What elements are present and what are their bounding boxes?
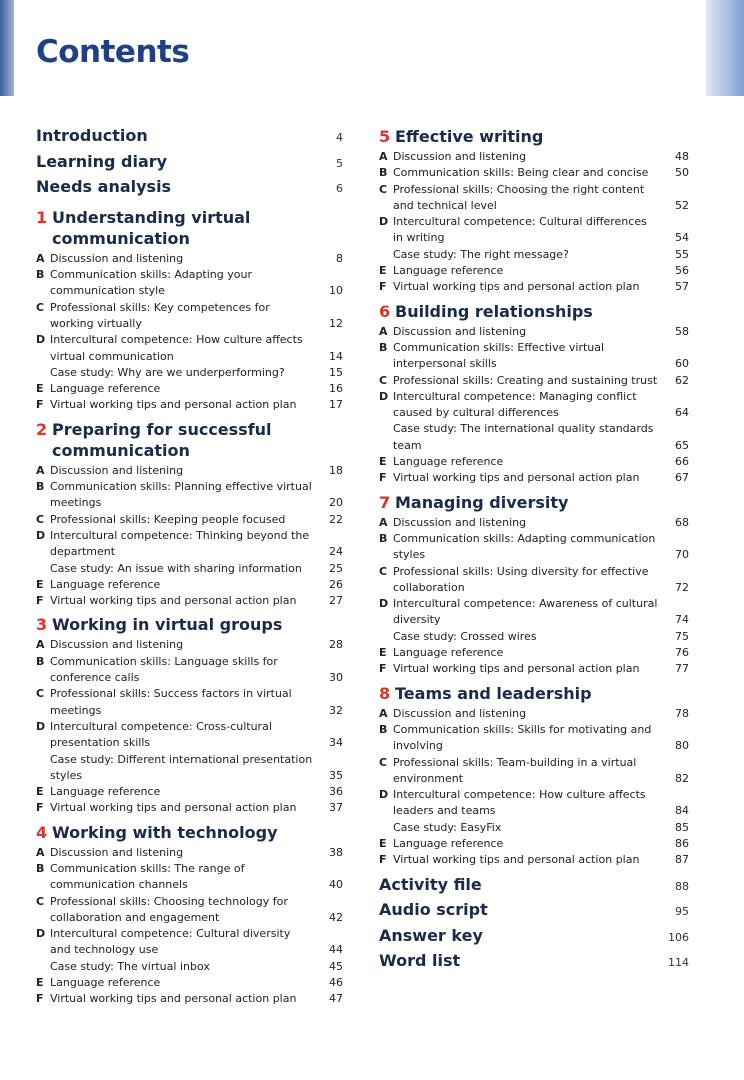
page-number: 30: [329, 671, 343, 685]
unit-section: [36, 419, 343, 610]
page-number: 76: [675, 646, 689, 660]
unit-section: [36, 207, 343, 414]
lesson-title: Intercultural competence: How culture affects virtual communication: [50, 333, 303, 363]
lesson-entry[interactable]: [379, 373, 689, 389]
unit-title: Understanding virtual communication: [52, 207, 251, 248]
page-number: 25: [329, 561, 343, 575]
lesson-title: Language reference: [50, 382, 161, 396]
lesson-entry[interactable]: [379, 389, 689, 422]
lesson-letter: F: [36, 992, 44, 1006]
lesson-title: Communication skills: Adapting communication styles: [393, 531, 656, 562]
lesson-title: Intercultural competence: Cultural differences in writing: [393, 215, 647, 245]
decorative-band-left: [0, 0, 14, 96]
unit-number: 3: [36, 615, 48, 635]
lesson-entry[interactable]: [379, 263, 689, 279]
lesson-letter: E: [379, 836, 387, 850]
lesson-letter: E: [379, 264, 387, 278]
lesson-entry[interactable]: [36, 686, 343, 719]
unit-number: 5: [379, 127, 391, 146]
page-number: 10: [329, 284, 343, 298]
page-number: 64: [675, 406, 689, 420]
lesson-letter: D: [379, 788, 389, 802]
unit-title: Teams and leadership: [395, 683, 592, 703]
lesson-title: Virtual working tips and personal action plan: [393, 662, 640, 676]
page-number: 36: [329, 785, 343, 799]
entry-title: Activity file: [379, 874, 482, 894]
lesson-title: Communication skills: Planning effective virtual meetings: [50, 480, 312, 510]
page-number: 77: [675, 662, 689, 676]
unit-title: Preparing for successful communication: [52, 419, 272, 460]
lesson-entry[interactable]: [379, 470, 689, 486]
back-matter-list: [379, 875, 689, 977]
lesson-letter: B: [379, 722, 388, 736]
lesson-entry[interactable]: [36, 637, 343, 653]
lesson-entry[interactable]: [379, 454, 689, 470]
page-number: 34: [329, 736, 343, 750]
page-number: 95: [675, 905, 689, 919]
front-matter-entry[interactable]: [36, 152, 343, 178]
page-number: 16: [329, 382, 343, 396]
page-number: 40: [329, 878, 343, 892]
lesson-title: Case study: The international quality standards team: [393, 422, 654, 452]
lesson-title: Language reference: [393, 455, 504, 469]
lesson-entry[interactable]: [36, 593, 343, 609]
lesson-letter: A: [379, 324, 388, 338]
units-list-left: [36, 207, 343, 1008]
lesson-letter: D: [36, 719, 46, 733]
lesson-title: Professional skills: Creating and sustaining trust: [393, 373, 658, 387]
lesson-title: Language reference: [50, 577, 161, 591]
lesson-entry[interactable]: [379, 629, 689, 645]
lesson-entry[interactable]: [36, 975, 343, 991]
page-number: 82: [675, 771, 689, 785]
lesson-letter: C: [36, 687, 45, 701]
lesson-entry[interactable]: [379, 755, 689, 788]
lesson-title: Professional skills: Using diversity for effective collaboration: [393, 564, 649, 594]
lesson-title: Communication skills: Effective virtual interpersonal skills: [393, 340, 605, 371]
unit-number: 8: [379, 683, 391, 703]
lesson-entry[interactable]: [379, 340, 689, 373]
back-matter-entry[interactable]: [379, 951, 689, 977]
page-number: 80: [675, 739, 689, 753]
lesson-title: Case study: Why are we underperforming?: [50, 365, 285, 379]
lesson-entry[interactable]: [36, 894, 343, 927]
lesson-letter: B: [36, 654, 45, 668]
page-number: 20: [329, 496, 343, 510]
lesson-title: Case study: EasyFix: [393, 820, 502, 834]
lesson-title: Language reference: [50, 785, 161, 799]
lesson-letter: E: [36, 976, 44, 990]
lesson-entry[interactable]: [36, 512, 343, 528]
lesson-letter: C: [379, 564, 388, 578]
front-matter-entry[interactable]: [36, 177, 343, 203]
unit-section: [36, 822, 343, 1008]
page-number: 50: [675, 166, 689, 180]
left-column: [36, 126, 343, 1013]
page-number: 14: [329, 349, 343, 363]
lesson-letter: A: [36, 845, 45, 859]
page-number: 72: [675, 580, 689, 594]
lesson-letter: E: [36, 382, 44, 396]
page-number: 65: [675, 438, 689, 452]
lesson-letter: B: [379, 531, 388, 545]
lesson-letter: C: [36, 512, 45, 526]
unit-title: Building relationships: [395, 301, 593, 321]
lesson-entry[interactable]: [379, 645, 689, 661]
lesson-entry[interactable]: [36, 561, 343, 577]
page-number: 4: [336, 131, 343, 144]
lesson-entry[interactable]: [36, 267, 343, 300]
lesson-title: Case study: An issue with sharing information: [50, 561, 302, 575]
lesson-entry[interactable]: [36, 845, 343, 861]
lesson-letter: D: [379, 597, 389, 611]
entry-title: Audio script: [379, 900, 488, 920]
unit-section: [379, 683, 689, 869]
lesson-entry[interactable]: [379, 596, 689, 629]
lesson-letter: A: [379, 706, 388, 720]
lesson-entry[interactable]: [36, 752, 343, 785]
back-matter-entry[interactable]: [379, 900, 689, 926]
lesson-letter: D: [36, 528, 46, 542]
unit-heading[interactable]: [379, 492, 689, 513]
lesson-letter: F: [379, 662, 387, 676]
front-matter-entry[interactable]: [36, 126, 343, 152]
page-number: 88: [675, 879, 689, 893]
lesson-title: Virtual working tips and personal action plan: [393, 853, 640, 867]
lesson-letter: D: [379, 389, 389, 403]
unit-title: Managing diversity: [395, 492, 569, 512]
lesson-letter: C: [36, 300, 45, 314]
page-number: 28: [329, 638, 343, 652]
page-number: 54: [675, 231, 689, 245]
lesson-entry[interactable]: [36, 719, 343, 752]
lesson-letter: B: [36, 268, 45, 282]
lesson-title: Professional skills: Choosing technology for collaboration and engagement: [50, 894, 288, 924]
lesson-title: Professional skills: Choosing the right content and technical level: [393, 182, 645, 212]
lesson-letter: C: [379, 755, 388, 769]
page-number: 86: [675, 836, 689, 850]
lesson-entry[interactable]: [36, 861, 343, 894]
lesson-letter: B: [379, 166, 388, 180]
lesson-entry[interactable]: [36, 479, 343, 512]
lesson-entry[interactable]: [379, 247, 689, 263]
lesson-title: Communication skills: The range of communication channels: [50, 861, 245, 892]
page-number: 17: [329, 398, 343, 412]
unit-heading[interactable]: [36, 419, 343, 461]
back-matter-entry[interactable]: [379, 926, 689, 952]
page-number: 87: [675, 853, 689, 867]
lesson-title: Virtual working tips and personal action plan: [50, 594, 297, 608]
lesson-letter: F: [36, 398, 44, 412]
lesson-title: Virtual working tips and personal action plan: [50, 992, 297, 1006]
lesson-title: Communication skills: Adapting your communication style: [50, 268, 252, 298]
lesson-entry[interactable]: [36, 654, 343, 687]
lesson-entry[interactable]: [379, 182, 689, 215]
lesson-letter: D: [379, 215, 389, 229]
page-number: 68: [675, 515, 689, 529]
lesson-title: Virtual working tips and personal action plan: [50, 398, 297, 412]
page-title: Contents: [36, 34, 190, 70]
unit-title: Effective writing: [395, 127, 544, 146]
page-number: 27: [329, 594, 343, 608]
front-matter-list: [36, 126, 343, 203]
lesson-entry[interactable]: [36, 332, 343, 365]
page-number: 45: [329, 959, 343, 973]
right-column: [379, 126, 689, 977]
unit-section: [36, 614, 343, 816]
unit-number: 7: [379, 492, 391, 512]
lesson-letter: F: [379, 853, 387, 867]
entry-title: Answer key: [379, 925, 483, 945]
lesson-entry[interactable]: [379, 706, 689, 722]
unit-title: Working with technology: [52, 822, 278, 842]
page-number: 32: [329, 703, 343, 717]
page-number: 12: [329, 316, 343, 330]
lesson-title: Professional skills: Keeping people focused: [50, 512, 286, 526]
page-number: 58: [675, 324, 689, 338]
lesson-entry[interactable]: [36, 251, 343, 267]
lesson-letter: A: [36, 638, 45, 652]
lesson-title: Language reference: [393, 836, 504, 850]
lesson-title: Intercultural competence: How culture affects leaders and teams: [393, 788, 646, 818]
back-matter-entry[interactable]: [379, 875, 689, 901]
lesson-title: Case study: The right message?: [393, 247, 569, 261]
lesson-letter: A: [379, 515, 388, 529]
page-number: 22: [329, 512, 343, 526]
unit-heading[interactable]: [379, 683, 689, 704]
lesson-entry[interactable]: [36, 991, 343, 1007]
lesson-letter: F: [36, 594, 44, 608]
lesson-entry[interactable]: [36, 577, 343, 593]
lesson-title: Case study: Different international presentation styles: [50, 752, 313, 782]
page-number: 60: [675, 357, 689, 371]
entry-title: Learning diary: [36, 151, 168, 171]
page-number: 52: [675, 198, 689, 212]
lesson-entry[interactable]: [36, 365, 343, 381]
lesson-title: Case study: The virtual inbox: [50, 959, 210, 973]
lesson-letter: E: [36, 785, 44, 799]
page-number: 8: [336, 251, 343, 265]
lesson-title: Discussion and listening: [393, 515, 527, 529]
lesson-letter: C: [379, 373, 388, 387]
page-number: 38: [329, 845, 343, 859]
lesson-entry[interactable]: [379, 421, 689, 454]
lesson-letter: A: [36, 251, 45, 265]
entry-title: Needs analysis: [36, 177, 172, 197]
page-number: 75: [675, 629, 689, 643]
unit-section: [379, 301, 689, 487]
lesson-entry[interactable]: [379, 852, 689, 868]
lesson-entry[interactable]: [379, 661, 689, 677]
lesson-letter: D: [36, 927, 46, 941]
lesson-letter: E: [379, 646, 387, 660]
lesson-title: Discussion and listening: [50, 251, 184, 265]
entry-title: Word list: [379, 951, 461, 971]
lesson-letter: E: [36, 577, 44, 591]
decorative-band-right: [706, 0, 744, 96]
lesson-entry[interactable]: [36, 959, 343, 975]
unit-section: [379, 492, 689, 678]
lesson-title: Discussion and listening: [393, 324, 527, 338]
lesson-letter: F: [36, 801, 44, 815]
lesson-title: Language reference: [50, 976, 161, 990]
lesson-entry[interactable]: [36, 800, 343, 816]
lesson-title: Intercultural competence: Cultural diversity and technology use: [50, 927, 291, 957]
lesson-entry[interactable]: [36, 397, 343, 413]
lesson-entry[interactable]: [36, 381, 343, 397]
page-number: 74: [675, 613, 689, 627]
page-number: 114: [668, 956, 689, 970]
lesson-title: Communication skills: Language skills for conference calls: [50, 654, 278, 685]
lesson-title: Communication skills: Skills for motivating and involving: [393, 722, 652, 753]
lesson-letter: B: [36, 861, 45, 875]
unit-number: 6: [379, 301, 391, 321]
lesson-title: Case study: Crossed wires: [393, 629, 537, 643]
lesson-entry[interactable]: [379, 149, 689, 165]
page-number: 37: [329, 801, 343, 815]
lesson-entry[interactable]: [379, 722, 689, 755]
lesson-letter: C: [36, 894, 45, 908]
lesson-title: Discussion and listening: [50, 638, 184, 652]
lesson-title: Virtual working tips and personal action plan: [393, 280, 640, 294]
lesson-title: Discussion and listening: [50, 463, 184, 477]
lesson-title: Professional skills: Success factors in virtual meetings: [50, 687, 292, 717]
lesson-letter: C: [379, 182, 388, 196]
lesson-letter: E: [379, 455, 387, 469]
page-number: 47: [329, 992, 343, 1006]
lesson-entry[interactable]: [379, 165, 689, 181]
lesson-title: Language reference: [393, 264, 504, 278]
page-number: 56: [675, 264, 689, 278]
page-number: 70: [675, 548, 689, 562]
page-number: 85: [675, 820, 689, 834]
page-number: 24: [329, 545, 343, 559]
lesson-entry[interactable]: [379, 820, 689, 836]
lesson-title: Intercultural competence: Managing conflict caused by cultural differences: [393, 389, 637, 420]
lesson-entry[interactable]: [379, 214, 689, 247]
unit-section: [379, 126, 689, 296]
unit-number: 4: [36, 822, 48, 842]
page-number: 18: [329, 463, 343, 477]
unit-title: Working in virtual groups: [52, 615, 283, 635]
unit-heading[interactable]: [36, 614, 343, 635]
page-number: 78: [675, 706, 689, 720]
page-number: 42: [329, 910, 343, 924]
lesson-entry[interactable]: [379, 836, 689, 852]
lesson-letter: B: [379, 340, 388, 354]
page-number: 66: [675, 455, 689, 469]
lesson-title: Language reference: [393, 646, 504, 660]
page-number: 44: [329, 943, 343, 957]
page-number: 15: [329, 365, 343, 379]
page-number: 55: [675, 247, 689, 261]
lesson-entry[interactable]: [36, 528, 343, 561]
page-number: 67: [675, 471, 689, 485]
page-number: 6: [336, 182, 343, 196]
lesson-entry[interactable]: [36, 784, 343, 800]
page-number: 84: [675, 804, 689, 818]
unit-number: 2: [36, 419, 48, 439]
lesson-title: Virtual working tips and personal action plan: [393, 471, 640, 485]
lesson-entry[interactable]: [379, 279, 689, 295]
lesson-title: Professional skills: Key competences for working virtually: [50, 300, 270, 330]
page-number: 26: [329, 577, 343, 591]
lesson-title: Intercultural competence: Thinking beyond the department: [50, 528, 310, 559]
page-number: 5: [336, 156, 343, 170]
lesson-letter: D: [36, 333, 46, 347]
lesson-letter: F: [379, 471, 387, 485]
lesson-letter: B: [36, 480, 45, 494]
entry-title: Introduction: [36, 126, 148, 145]
lesson-title: Intercultural competence: Awareness of cultural diversity: [393, 597, 658, 627]
lesson-letter: F: [379, 280, 387, 294]
lesson-letter: A: [36, 463, 45, 477]
page-number: 35: [329, 768, 343, 782]
page-number: 106: [668, 930, 689, 944]
lesson-entry[interactable]: [36, 300, 343, 333]
unit-heading[interactable]: [379, 126, 689, 147]
lesson-title: Intercultural competence: Cross-cultural presentation skills: [50, 719, 272, 750]
lesson-letter: A: [379, 150, 388, 163]
lesson-title: Professional skills: Team-building in a virtual environment: [393, 755, 637, 785]
units-list-right: [379, 126, 689, 869]
lesson-entry[interactable]: [379, 531, 689, 564]
lesson-entry[interactable]: [379, 515, 689, 531]
lesson-entry[interactable]: [379, 564, 689, 597]
lesson-title: Communication skills: Being clear and concise: [393, 166, 649, 180]
lesson-entry[interactable]: [36, 926, 343, 959]
unit-heading[interactable]: [379, 301, 689, 322]
unit-heading[interactable]: [36, 822, 343, 843]
lesson-title: Discussion and listening: [393, 150, 527, 163]
page-number: 48: [675, 150, 689, 163]
page-number: 62: [675, 373, 689, 387]
unit-number: 1: [36, 207, 48, 227]
lesson-title: Virtual working tips and personal action plan: [50, 801, 297, 815]
lesson-entry[interactable]: [36, 463, 343, 479]
lesson-entry[interactable]: [379, 324, 689, 340]
unit-heading[interactable]: [36, 207, 343, 249]
page-number: 57: [675, 280, 689, 294]
lesson-title: Discussion and listening: [50, 845, 184, 859]
lesson-entry[interactable]: [379, 787, 689, 820]
lesson-title: Discussion and listening: [393, 706, 527, 720]
page-number: 46: [329, 976, 343, 990]
